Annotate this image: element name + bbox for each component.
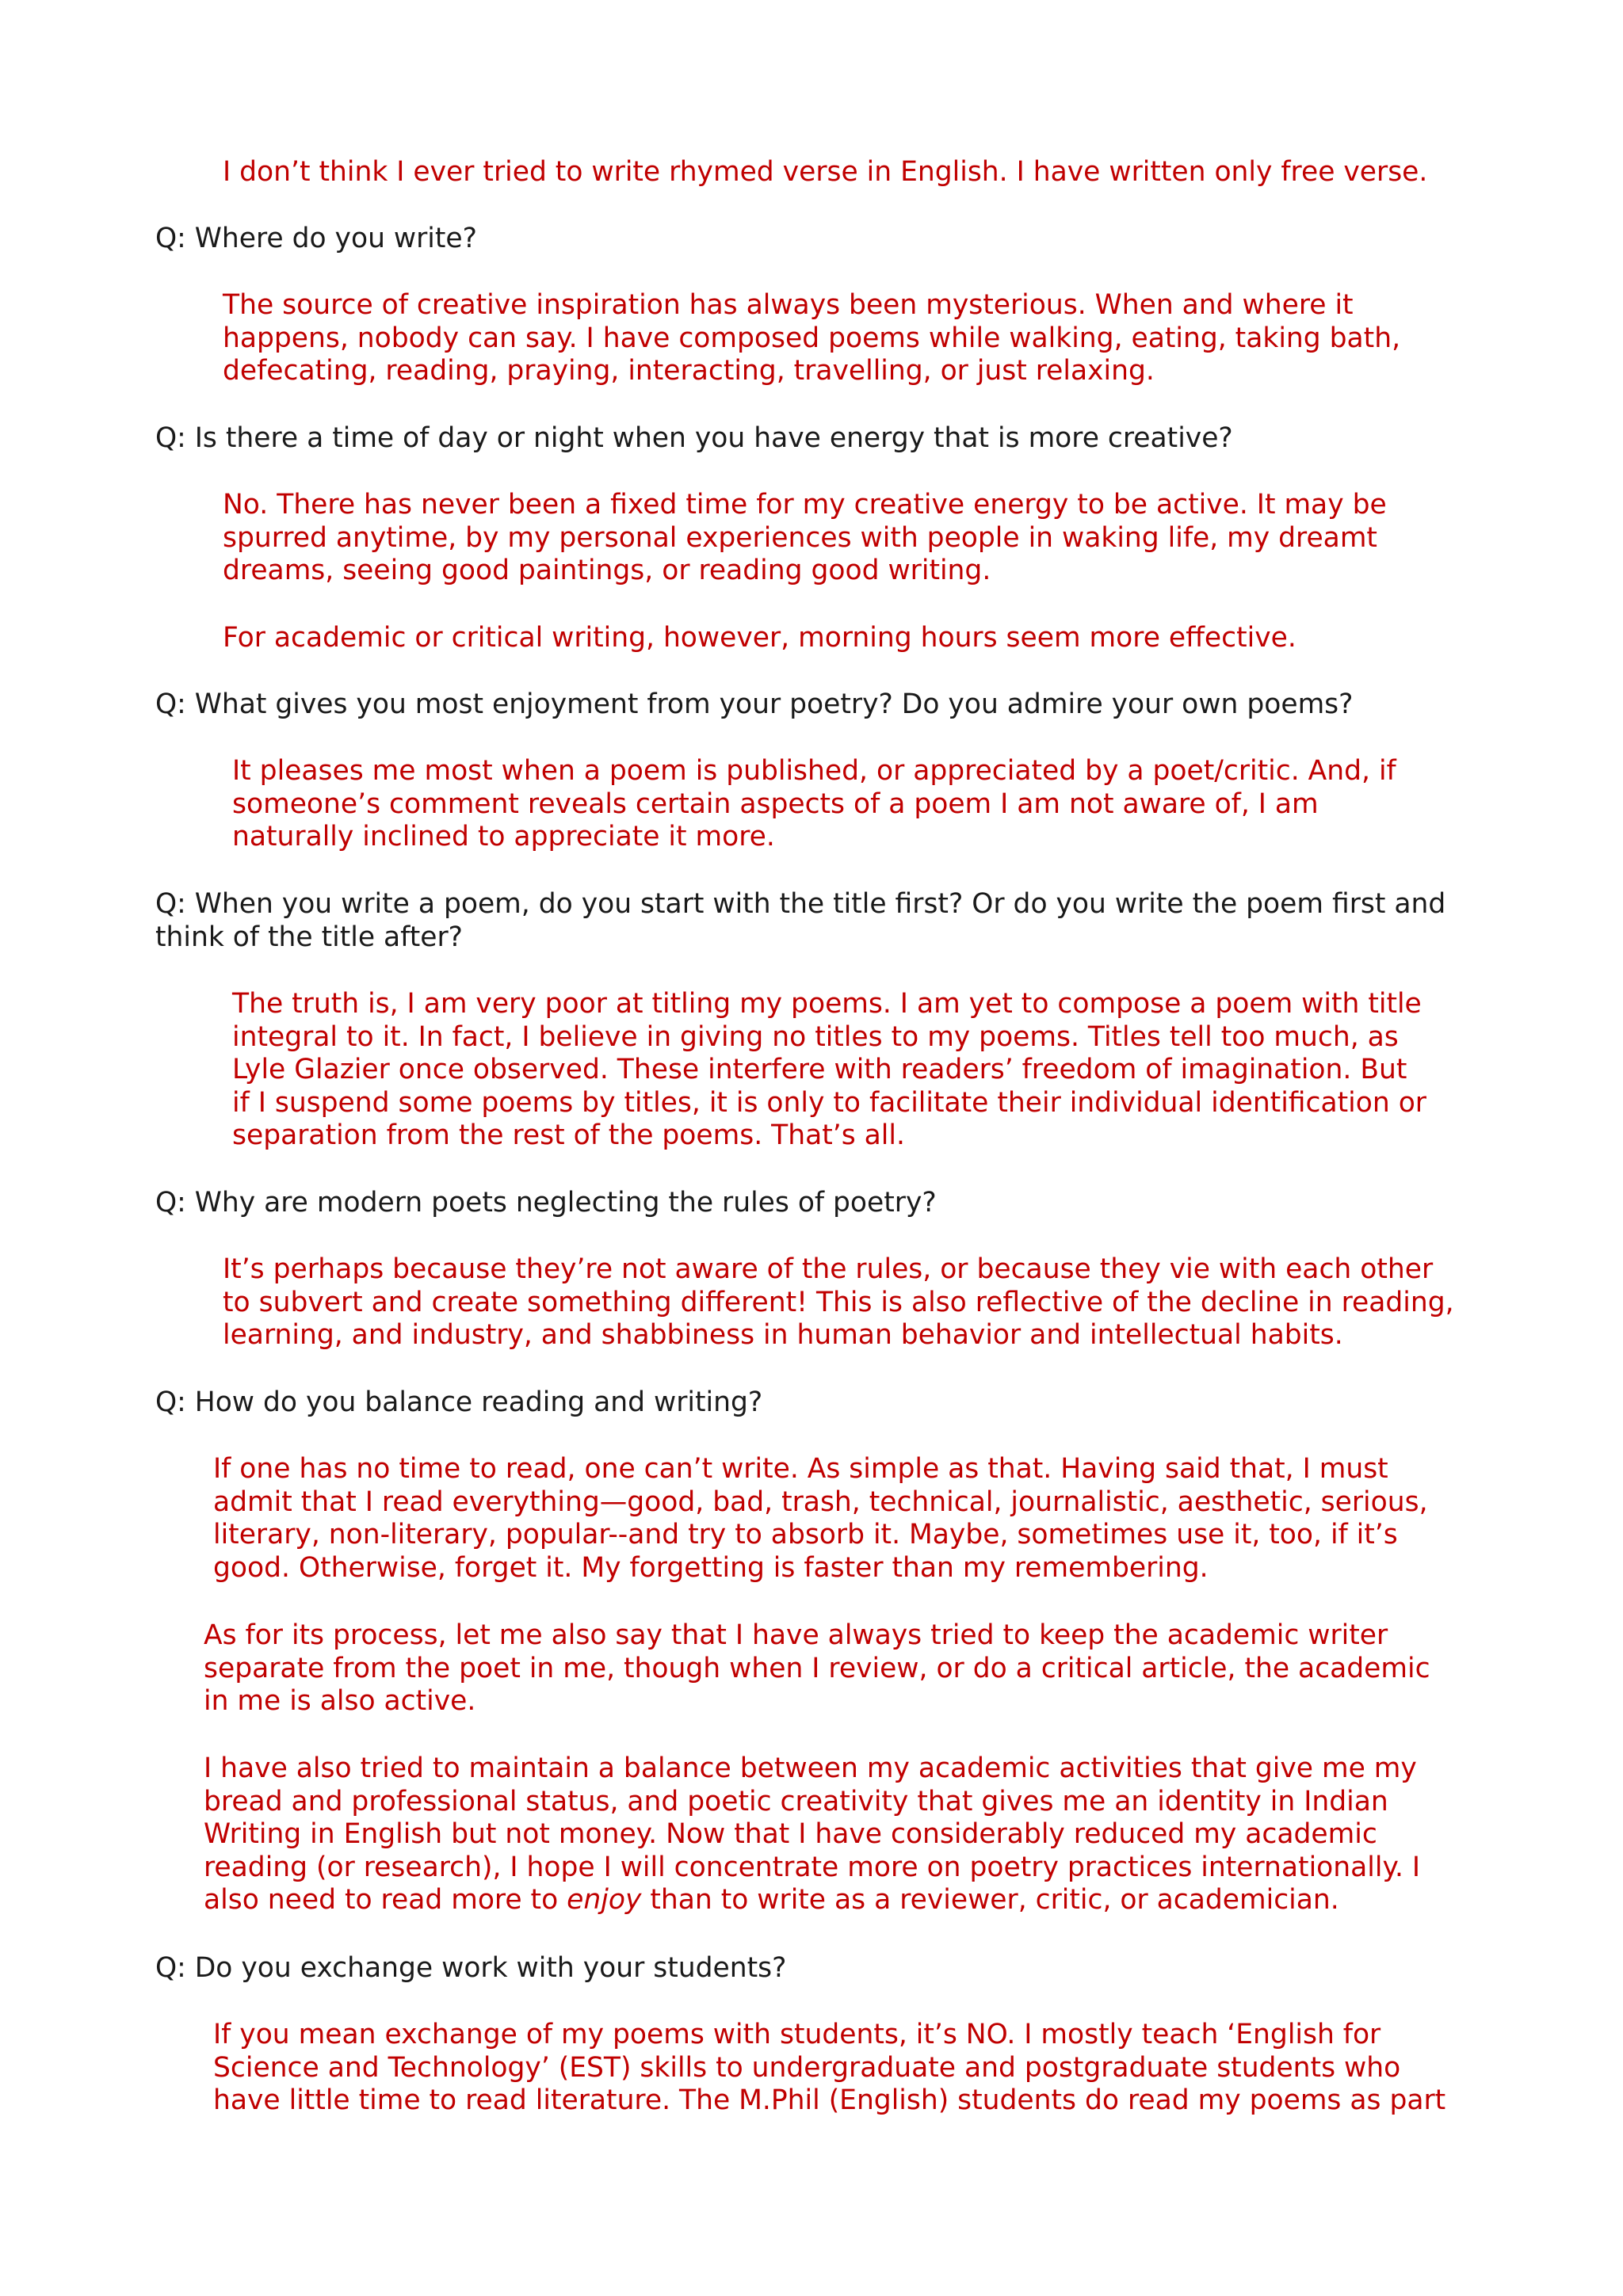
question	[155, 1386, 762, 1420]
text-line: Writing in English but not money. Now that I have considerably reduced my academic	[204, 1818, 1377, 1850]
question	[155, 422, 1233, 456]
text-line: have little time to read literature. The M.Phil (English) students do read my poems as part	[213, 2084, 1446, 2116]
question	[155, 223, 477, 256]
answer-paragraph	[223, 1253, 1454, 1352]
text-line: For academic or critical writing, however, morning hours seem more effective.	[223, 622, 1296, 654]
text-line: separate from the poet in me, though when I review, or do a critical article, the academic	[204, 1652, 1430, 1684]
answer-paragraph	[213, 2019, 1445, 2118]
answer-paragraph	[213, 1453, 1428, 1585]
answer-paragraph	[232, 988, 1426, 1153]
text-line: admit that I read everything—good, bad, trash, technical, journalistic, aesthetic, serious,	[213, 1486, 1428, 1518]
text-line: It’s perhaps because they’re not aware of the rules, or because they vie with each other	[223, 1253, 1434, 1285]
question	[155, 1952, 786, 1985]
text-line: Lyle Glazier once observed. These interfere with readers’ freedom of imagination. But	[232, 1054, 1407, 1085]
question	[155, 1187, 937, 1220]
text-line: Q: Is there a time of day or night when you have energy that is more creative?	[155, 422, 1233, 454]
text-segment: also need to read more to	[204, 1884, 567, 1916]
text-line: Science and Technology’ (EST) skills to undergraduate and postgraduate students who	[213, 2051, 1401, 2084]
text-line: naturally inclined to appreciate it more.	[232, 821, 775, 852]
text-line: It pleases me most when a poem is published, or appreciated by a poet/critic. And, if	[232, 755, 1396, 787]
emphasis-text: enjoy	[567, 1884, 642, 1916]
text-line: If you mean exchange of my poems with students, it’s NO. I mostly teach ‘English for	[213, 2019, 1381, 2050]
text-line: reading (or research), I hope I will concentrate more on poetry practices internationally. I	[204, 1851, 1421, 1883]
text-line: someone’s comment reveals certain aspects of a poem I am not aware of, I am	[232, 788, 1319, 820]
text-line: The truth is, I am very poor at titling my poems. I am yet to compose a poem with title	[232, 988, 1422, 1020]
text-line: learning, and industry, and shabbiness in human behavior and intellectual habits.	[223, 1319, 1343, 1351]
text-line: Q: When you write a poem, do you start with the title first? Or do you write the poem first and	[155, 888, 1446, 920]
answer-paragraph	[223, 289, 1400, 388]
text-line: Q: Where do you write?	[155, 223, 477, 254]
text-line: The source of creative inspiration has always been mysterious. When and where it	[223, 289, 1354, 321]
question	[155, 888, 1445, 954]
answer-paragraph	[232, 755, 1396, 854]
text-line: think of the title after?	[155, 921, 463, 953]
text-line: in me is also active.	[204, 1685, 476, 1717]
text-line: I have also tried to maintain a balance between my academic activities that give me my	[204, 1753, 1417, 1784]
text-line: integral to it. In fact, I believe in giving no titles to my poems. Titles tell too much, as	[232, 1020, 1399, 1053]
answer-paragraph	[204, 1753, 1420, 1917]
text-line: Q: Why are modern poets neglecting the rules of poetry?	[155, 1187, 937, 1219]
text-line: Q: What gives you most enjoyment from your poetry? Do you admire your own poems?	[155, 688, 1354, 720]
text-line: dreams, seeing good paintings, or reading good writing.	[223, 555, 991, 586]
text-line: bread and professional status, and poetic creativity that gives me an identity in Indian	[204, 1785, 1388, 1817]
text-line: separation from the rest of the poems. That’s all.	[232, 1119, 905, 1151]
text-line: Q: Do you exchange work with your students?	[155, 1952, 787, 1984]
text-line: I don’t think I ever tried to write rhymed verse in English. I have written only free verse.	[223, 156, 1428, 188]
text-line: If one has no time to read, one can’t write. As simple as that. Having said that, I must	[213, 1453, 1388, 1485]
text-line: good. Otherwise, forget it. My forgetting is faster than my remembering.	[213, 1551, 1209, 1584]
text-line: if I suspend some poems by titles, it is only to facilitate their individual identification or	[232, 1086, 1426, 1119]
text-line: literary, non-literary, popular--and try to absorb it. Maybe, sometimes use it, too, if it’s	[213, 1519, 1398, 1550]
text-line: No. There has never been a fixed time for my creative energy to be active. It may be	[223, 489, 1387, 521]
text-segment: than to write as a reviewer, critic, or academician.	[641, 1884, 1339, 1916]
text-line: defecating, reading, praying, interacting, travelling, or just relaxing.	[223, 355, 1155, 387]
question	[155, 688, 1353, 722]
text-line	[204, 1884, 1420, 1917]
text-line: As for its process, let me also say that I have always tried to keep the academic writer	[204, 1619, 1388, 1651]
text-line: spurred anytime, by my personal experiences with people in waking life, my dreamt	[223, 521, 1377, 554]
text-line: happens, nobody can say. I have composed poems while walking, eating, taking bath,	[223, 322, 1401, 354]
text-line: to subvert and create something different! This is also reflective of the decline in reading,	[223, 1286, 1454, 1318]
answer-paragraph	[204, 1619, 1430, 1718]
answer-paragraph	[223, 622, 1296, 655]
answer-paragraph	[223, 156, 1427, 189]
text-line: Q: How do you balance reading and writing?	[155, 1386, 763, 1418]
answer-paragraph	[223, 489, 1387, 588]
